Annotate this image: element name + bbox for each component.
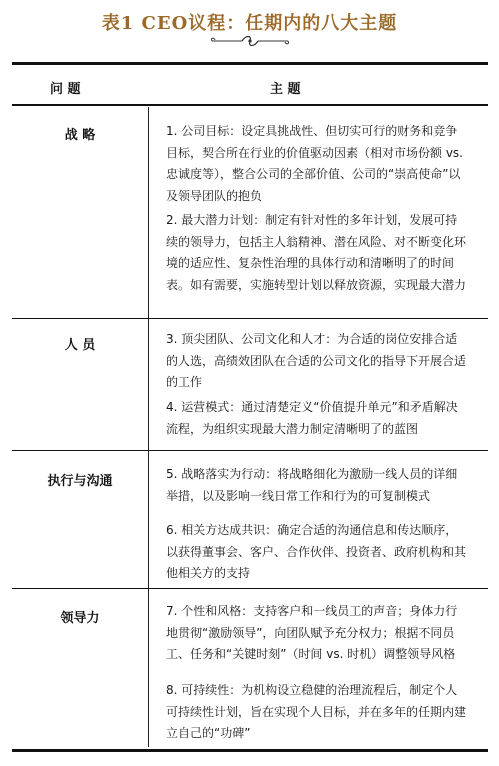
topic-5: 5. 战略落实为行动：将战略细化为激励一线人员的详细举措，以及影响一线日常工作和行为的可复制模式 — [166, 467, 458, 503]
topic-4: 4. 运营模式：通过清楚定义“价值提升单元”和矛盾解决流程，为组织实现最大潜力制定清晰明了的蓝图 — [166, 400, 458, 436]
topic-8: 8. 可持续性：为机构设立稳健的治理流程后，制定个人可持续性计划，旨在实现个人目标，并在多年的任期内建立自己的“功碑” — [166, 683, 467, 740]
ornament-divider-icon — [208, 33, 292, 49]
section-rule — [12, 588, 488, 589]
issue-leadership: 领导力 — [60, 611, 100, 626]
section-rule — [12, 450, 488, 451]
table-title: 表1 CEO议程：任期内的八大主题 — [101, 13, 398, 34]
column-header-topic: 主 题 — [270, 82, 301, 97]
top-rule — [12, 62, 488, 65]
issue-strategy: 战 略 — [64, 128, 96, 143]
column-divider — [148, 107, 149, 747]
topic-1: 1. 公司目标：设定具挑战性、但切实可行的财务和竞争目标，契合所在行业的价值驱动因素（相对市场份额 vs. 忠诚度等），整合公司的全部价值、公司的“崇高使命”以及领导团队的抱负 — [166, 124, 463, 203]
column-header-issue: 问 题 — [50, 82, 81, 97]
topic-3: 3. 顶尖团队、公司文化和人才：为合适的岗位安排合适的人选，高绩效团队在合适的公司文化的指导下开展合适的工作 — [166, 332, 467, 389]
topic-6: 6. 相关方达成共识：确定合适的沟通信息和传达顺序，以获得董事会、客户、合作伙伴、投资者、政府机构和其他相关方的支持 — [166, 523, 467, 580]
topic-2: 2. 最大潜力计划：制定有针对性的多年计划，发展可持续的领导力，包括主人翁精神、潜在风险、对不断变化环境的适应性、复杂性治理的具体行动和清晰明了的时间表。如有需要，实施转型计划以释放资源，实现最大潜力 — [166, 213, 467, 292]
issue-people: 人 员 — [64, 338, 96, 353]
issue-execution-communication: 执行与沟通 — [47, 474, 113, 489]
topic-7: 7. 个性和风格：支持客户和一线员工的声音；身体力行地贯彻“激励领导”，向团队赋予充分权力；根据不同员工、任务和“关键时刻”（时间 vs. 时机）调整领导风格 — [166, 604, 458, 661]
bottom-rule — [12, 749, 488, 752]
header-rule — [12, 104, 488, 106]
section-rule — [12, 318, 488, 319]
